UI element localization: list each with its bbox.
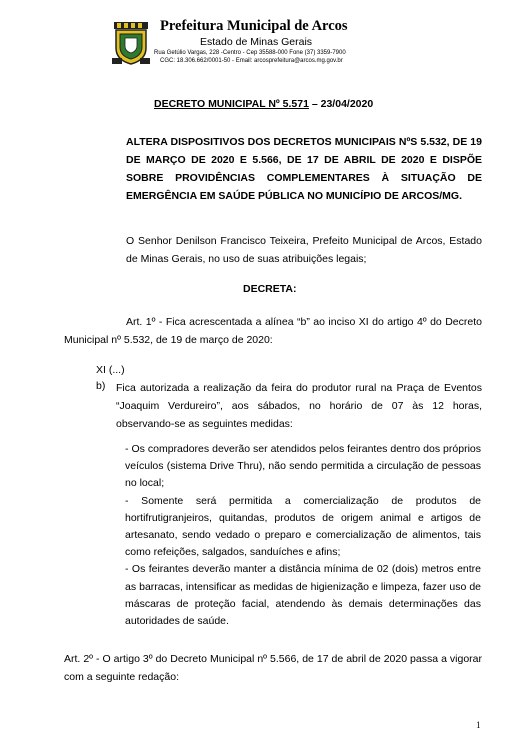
list-item: - Os compradores deverão ser atendidos pelos feirantes dentro dos próprios veículos (sistema Drive Thru), não sendo permitida a circulação de pessoas no local; [125,443,481,490]
letterhead-title: Prefeitura Municipal de Arcos [160,18,348,34]
decreta-heading: DECRETA: [243,283,297,295]
letterhead-address: Rua Getúlio Vargas, 228 -Centro - Cep 35588-000 Fone (37) 3359-7900 [154,50,346,56]
list-item: - Somente será permitida a comercialização de produtos de hortifrutigranjeiros, quitandas, produtos de origem animal e artigos de artesanato, sendo vedado o preparo e comercialização de alimentos, tais como refeições, salgados, sanduíches e afins; [125,494,481,559]
decree-summary: ALTERA DISPOSITIVOS DOS DECRETOS MUNICIPAIS NºS 5.532, DE 19 DE MARÇO DE 2020 E 5.566, DE 17 DE ABRIL DE 2020 E DISPÕE SOBRE PROVIDÊNCIAS COMPLEMENTARES À SITUAÇÃO DE EMERGÊNCIA EM SAÚDE PÚBLICA NO MUNICÍPIO DE ARCOS/MG. [126,136,482,202]
decree-title [154,98,373,110]
item-b-text: Fica autorizada a realização da feira do produtor rural na Praça de Eventos “Joaquim Verdureiro”, aos sábados, no horário de 07 às 12 horas, observando-se as seguintes medidas: [116,382,482,430]
decree-title-number: DECRETO MUNICIPAL Nº 5.571 [154,98,309,110]
municipal-coat-of-arms-icon [112,20,150,66]
article-2-paragraph: Art. 2º - O artigo 3º do Decreto Municipal nº 5.566, de 17 de abril de 2020 passa a vigorar com a seguinte redação: [64,653,482,683]
list-item: - Os feirantes deverão manter a distância mínima de 02 (dois) metros entre as barracas, intensificar as medidas de higienização e limpeza, fazer uso de máscaras de proteção facial, atendendo às demais determinações das autoridades de saúde. [125,563,481,628]
measures-list [125,441,481,630]
article-1-paragraph: Art. 1º - Fica acrescentada a alínea “b” ao inciso XI do artigo 4º do Decreto Municipal nº 5.532, de 19 de março de 2020: [64,316,482,346]
inciso-xi: XI (...) [96,364,125,376]
decree-title-date: – 23/04/2020 [308,98,374,110]
letterhead-cgc: CGC: 18.306.662/0001-50 - Email: arcosprefeitura@arcos.mg.gov.br [160,58,343,64]
letterhead-subtitle: Estado de Minas Gerais [200,36,313,48]
preamble-paragraph: O Senhor Denilson Francisco Teixeira, Prefeito Municipal de Arcos, Estado de Minas Gerais, no uso de suas atribuições legais; [126,235,482,265]
item-b-label: b) [96,380,106,392]
page-number: 1 [476,720,481,730]
letterhead [112,20,392,68]
